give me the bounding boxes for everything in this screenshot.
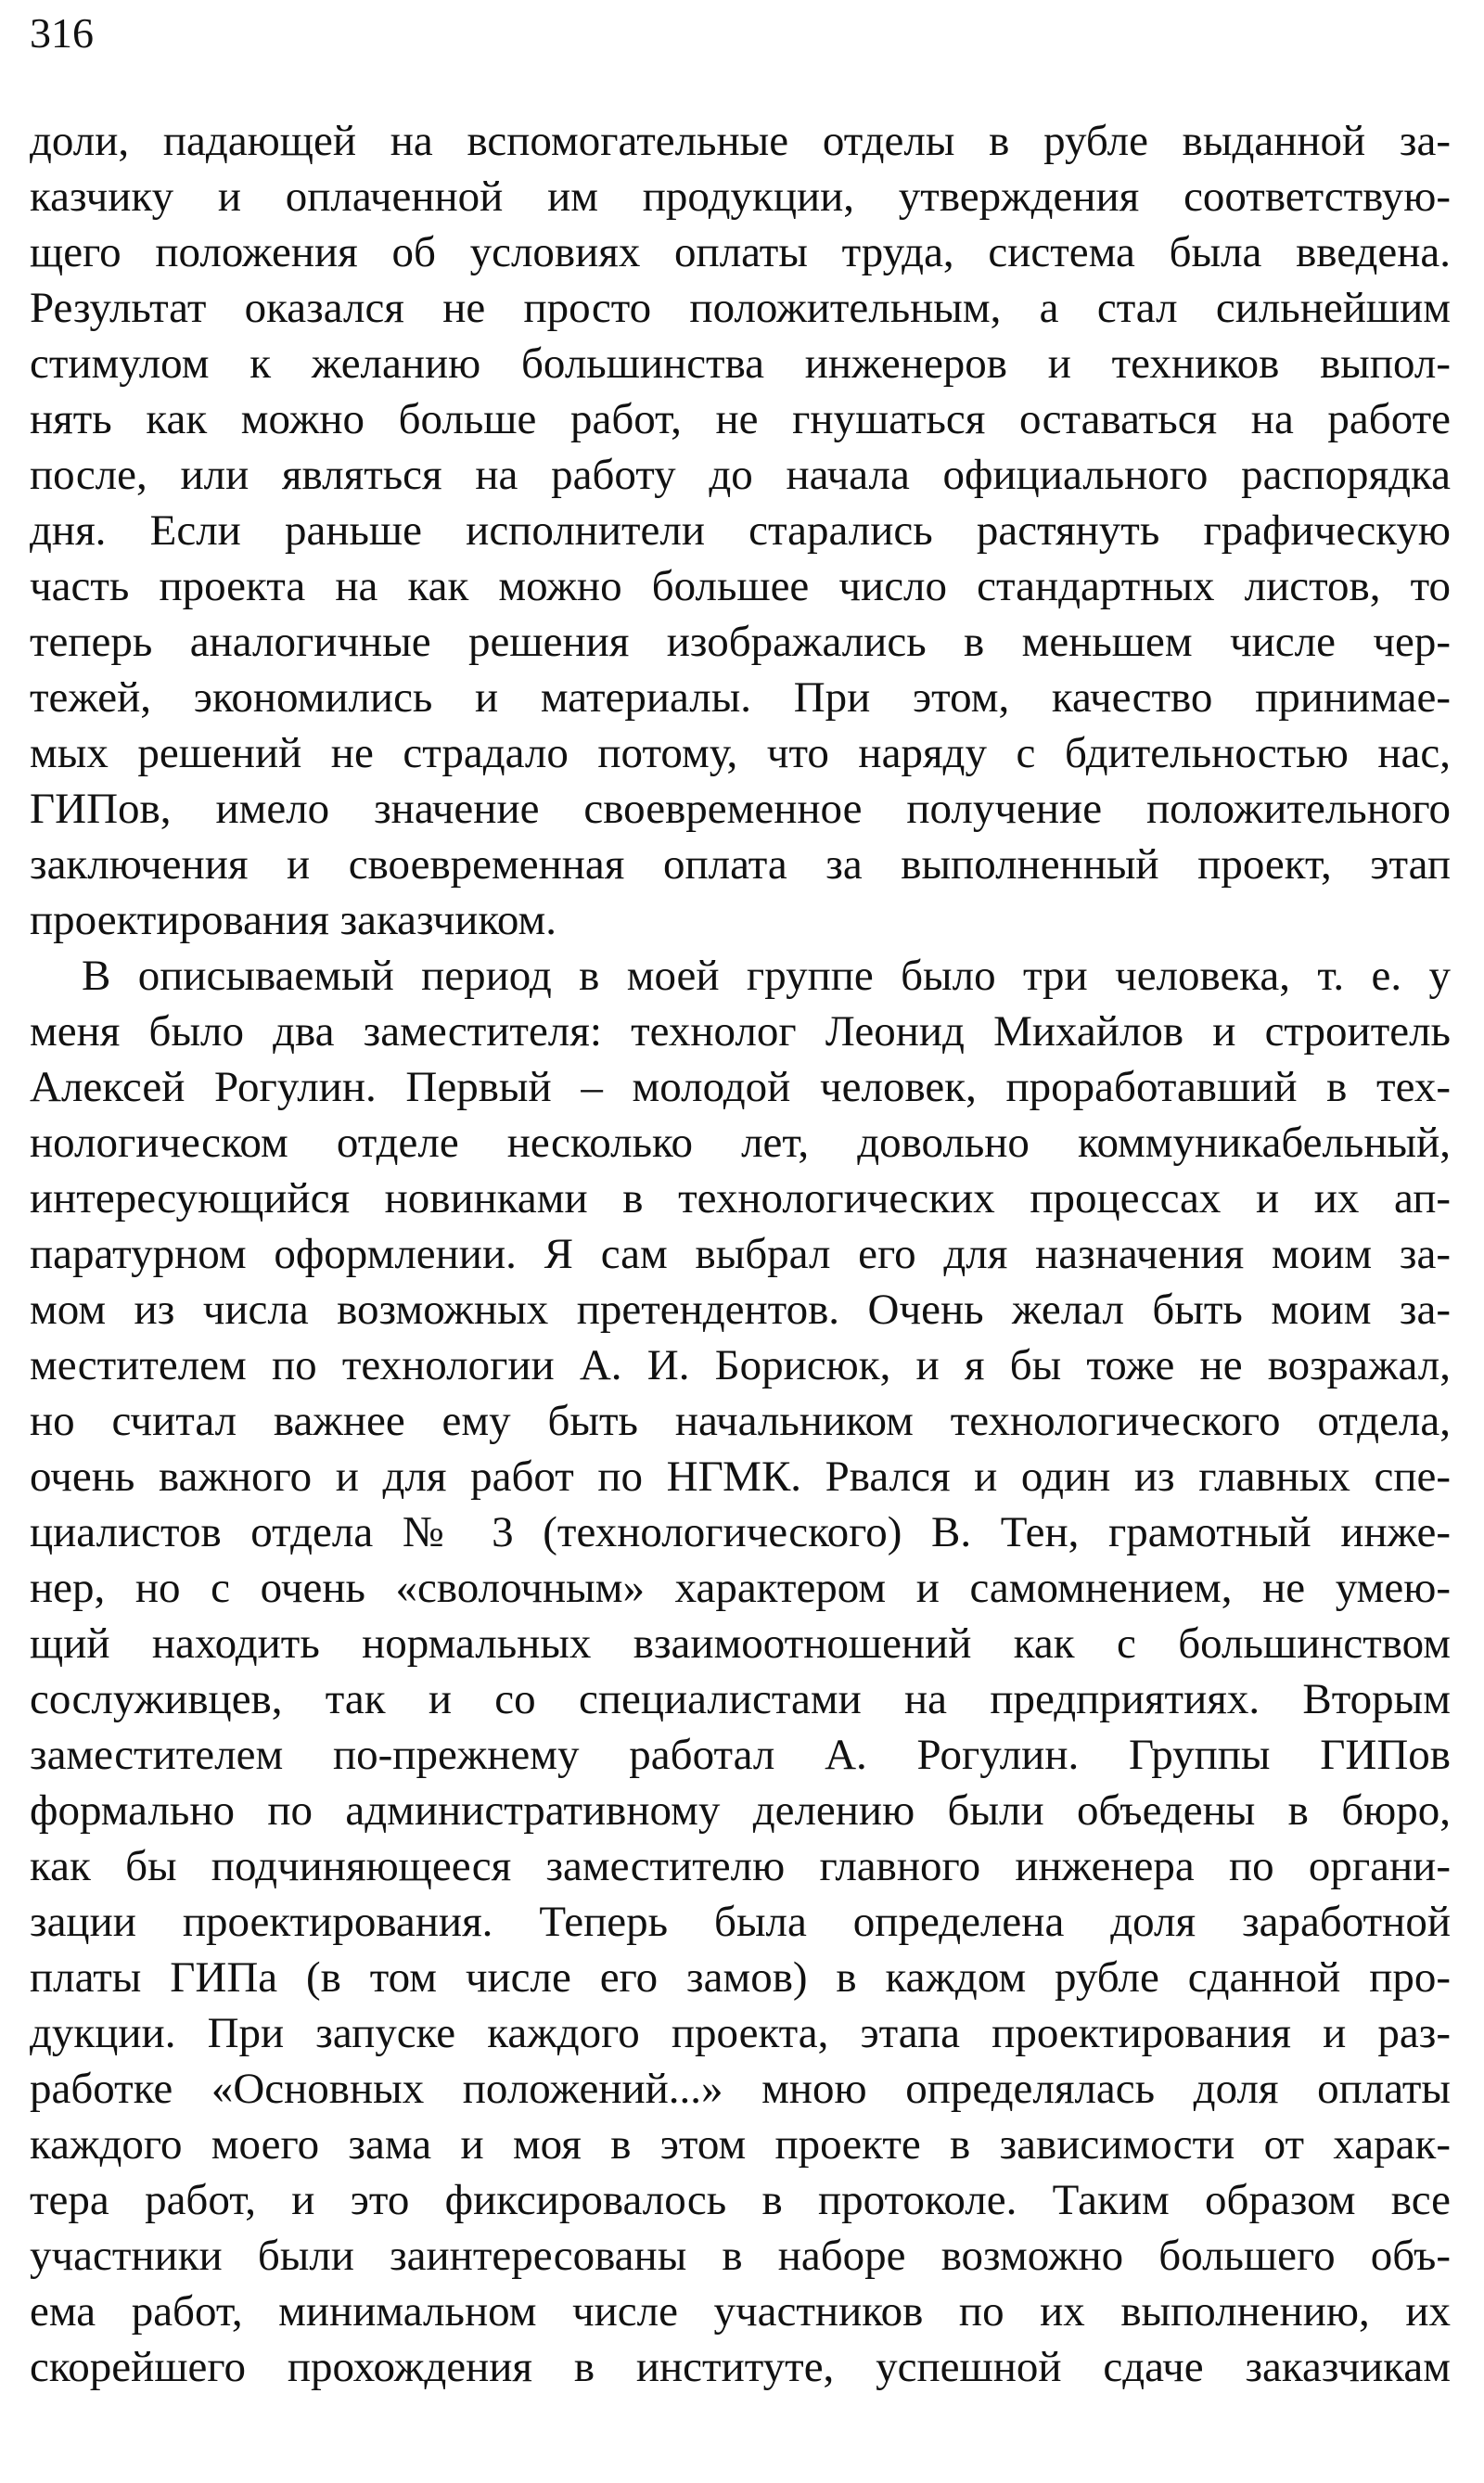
- text-line: очень важного и для работ по НГМК. Рвался и один из главных спе-: [30, 1453, 1451, 1501]
- text-line: щего положения об условиях оплаты труда, система была введена.: [30, 228, 1451, 276]
- text-line: казчику и оплаченной им продукции, утверждения соответствую-: [30, 173, 1451, 221]
- text-line: как бы подчиняющееся заместителю главного инженера по органи-: [30, 1842, 1451, 1890]
- text-line: работке «Основных положений...» мною определялась доля оплаты: [30, 2065, 1451, 2113]
- text-line: каждого моего зама и моя в этом проекте в зависимости от харак-: [30, 2120, 1451, 2169]
- body-text: [30, 113, 1451, 2395]
- text-line: мом из числа возможных претендентов. Очень желал быть моим за-: [30, 1286, 1451, 1334]
- text-line: дня. Если раньше исполнители старались растянуть графическую: [30, 506, 1451, 555]
- text-line: нять как можно больше работ, не гнушаться оставаться на работе: [30, 395, 1451, 443]
- text-line: местителем по технологии А. И. Борисюк, и я бы тоже не возражал,: [30, 1341, 1451, 1389]
- text-line: после, или являться на работу до начала официального распорядка: [30, 451, 1451, 499]
- text-line: доли, падающей на вспомогательные отделы в рубле выданной за-: [30, 117, 1451, 165]
- text-line: Результат оказался не просто положительным, а стал сильнейшим: [30, 284, 1451, 332]
- text-line: циалистов отдела № 3 (технологического) В. Тен, грамотный инже-: [30, 1508, 1451, 1556]
- text-line: нологическом отделе несколько лет, довольно коммуникабельный,: [30, 1119, 1451, 1167]
- text-line: Алексей Рогулин. Первый – молодой человек, проработавший в тех-: [30, 1063, 1451, 1111]
- text-line: меня было два заместителя: технолог Леонид Михайлов и строитель: [30, 1007, 1451, 1056]
- text-line: тежей, экономились и материалы. При этом, качество принимае-: [30, 673, 1451, 722]
- text-line: теперь аналогичные решения изображались в меньшем числе чер-: [30, 618, 1451, 666]
- text-line: часть проекта на как можно большее число стандартных листов, то: [30, 562, 1451, 610]
- text-line: заключения и своевременная оплата за выполненный проект, этап: [30, 840, 1451, 889]
- text-line: платы ГИПа (в том числе его замов) в каждом рубле сданной про-: [30, 1953, 1451, 2002]
- text-line: сослуживцев, так и со специалистами на предприятиях. Вторым: [30, 1675, 1451, 1723]
- text-line: проектирования заказчиком.: [30, 896, 556, 944]
- text-line: дукции. При запуске каждого проекта, этапа проектирования и раз-: [30, 2009, 1451, 2057]
- text-line: мых решений не страдало потому, что наряду с бдительностью нас,: [30, 729, 1451, 777]
- text-line: скорейшего прохождения в институте, успешной сдаче заказчикам: [30, 2343, 1451, 2391]
- text-line: нер, но с очень «сволочным» характером и самомнением, не умею-: [30, 1564, 1451, 1612]
- text-line: ема работ, минимальном числе участников по их выполнению, их: [30, 2287, 1451, 2336]
- text-line: но считал важнее ему быть начальником технологического отдела,: [30, 1397, 1451, 1445]
- page-number: 316: [30, 9, 94, 57]
- text-line: В описываемый период в моей группе было три человека, т. е. у: [82, 952, 1451, 1000]
- paragraph: [30, 113, 1451, 948]
- text-line: интересующийся новинками в технологических процессах и их ап-: [30, 1174, 1451, 1222]
- text-line: заместителем по-прежнему работал А. Рогулин. Группы ГИПов: [30, 1731, 1451, 1779]
- text-line: зации проектирования. Теперь была определена доля заработной: [30, 1898, 1451, 1946]
- text-line: щий находить нормальных взаимоотношений как с большинством: [30, 1619, 1451, 1668]
- text-line: ГИПов, имело значение своевременное получение положительного: [30, 785, 1451, 833]
- paragraph: [30, 948, 1451, 2395]
- text-line: формально по административному делению были объедены в бюро,: [30, 1786, 1451, 1835]
- text-line: тера работ, и это фиксировалось в протоколе. Таким образом все: [30, 2176, 1451, 2224]
- text-line: паратурном оформлении. Я сам выбрал его для назначения моим за-: [30, 1230, 1451, 1278]
- text-line: участники были заинтересованы в наборе возможно большего объ-: [30, 2232, 1451, 2280]
- text-line: стимулом к желанию большинства инженеров и техников выпол-: [30, 339, 1451, 388]
